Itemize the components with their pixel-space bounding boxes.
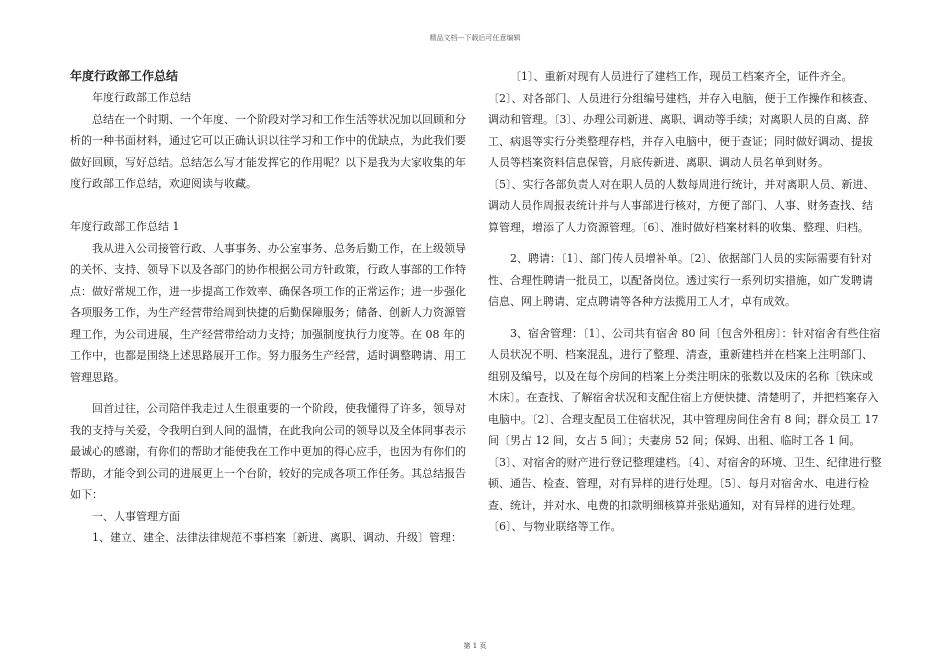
page-footer: 第 1 页 [463, 642, 487, 650]
right-paragraph-recruitment: 2、聘请：〔1〕、部门传人员增补单。〔2〕、依据部门人员的实际需要有针对性、合理性聘请一批员工，以配备岗位。透过实行一系列切实措施，如广发聘请信息、网上聘请、定点聘请等各种方法揽用工人才，卓有成效。 [488, 252, 873, 308]
right-paragraph-dormitory: 3、宿舍管理：〔1〕、公司共有宿舍 80 间〔包含外租房〕：针对宿舍有些住宿人员状况不明、档案混乱，进行了整理、清查，重新建档并在档案上注明部门、组别及编号，以及在每个房间的档案上分类注明床的张数以及床的名称〔铁床或木床〕。在查找、了解宿舍状况和支配住宿上方便快捷、清楚明了，并把档案存入电脑中。〔2〕、合理支配员工住宿状况，其中管理房间住舍有 8 间；群众员工 17 间〔男占 12 间，女占 5 间〕；夫妻房 52 间；保姆、出租、临时工各 1 间。〔3〕、对宿舍的财产进行登记整理建档。〔4〕、对宿舍的环境、卫生、纪律进行整顿、通告、检查、管理，对有异样的进行处理。〔5〕、每月对宿舍水、电进行检查、统计，并对水、电费的扣款明细核算并张贴通知，对有异样的进行处理。〔6〕、与物业联络等工作。 [488, 326, 882, 533]
document-subtitle: 年度行政部工作总结 [92, 91, 191, 104]
right-column [488, 66, 882, 538]
document-title: 年度行政部工作总结 [70, 69, 179, 83]
spacer [488, 238, 882, 248]
section-heading: 年度行政部工作总结 1 [70, 220, 180, 233]
left-column [70, 66, 468, 549]
item-1: 1、建立、建全、法律法律规范不事档案〔新进、离职、调动、升级〕管理： [92, 531, 462, 544]
right-paragraph-3: 〔5〕、实行各部负责人对在职人员的人数每周进行统计，并对离职人员、新进、调动人员作周报表统计并与人事部进行核对，方便了部门、人事、财务查找、结算管理，增添了人力资源管理。〔6〕、准时做好档案材料的收集、整理、归档。 [488, 177, 875, 234]
paragraph-1: 我从进入公司接管行政、人事事务、办公室事务、总务后勤工作，在上级领导的关怀、支持、领导下以及各部门的协作根据公司方针政策，行政人事部的工作特点：做好常规工作，进一步提高工作效率、确保各项工作的正常运作；进一步强化各项服务工作，为生产经营带给周到快捷的后勤保障服务；储备、创新人力资源管理工作，为公司进展，生产经营带给动力支持；加强制度执行力度等。在 08 年的工作中，也都是围绕上述思路展开工作。努力服务生产经营，适时调整聘请、用工管理思路。 [70, 241, 466, 384]
right-paragraph-2: 〔2〕、对各部门、人员进行分组编号建档，并存入电脑，便于工作操作和核查、调动和管理。〔3〕、办理公司新进、离职、调动等手续；对离职人员的自离、辞工、病退等实行分类整理存档，并存入电脑中，便于查证；同时做好调动、提拔人员等档案资料信息保管，月底传新进、离职、调动人员名单到财务。 [488, 91, 875, 169]
spacer [70, 195, 468, 217]
page-header: 精品文档---下载后可任意编辑 [429, 34, 521, 42]
heading-personnel-management: 一、人事管理方面 [92, 509, 180, 523]
paragraph-2: 回首过往，公司陪伴我走过人生很重要的一个阶段，使我懂得了许多，领导对我的支持与关爱，令我明白到人间的温情，在此我向公司的领导以及全体同事表示最诚心的感谢，有你们的帮助才能使我在工作中更加的得心应手，也因为有你们的帮助，才能令到公司的进展更上一个台阶，较好的完成各项工作任务。其总结报告如下： [70, 402, 466, 501]
intro-paragraph: 总结在一个时期、一个年度、一个阶段对学习和工作生活等状况加以回顾和分析的一种书面材料，通过它可以正确认识以往学习和工作中的优缺点，为此我们要做好回顾，写好总结。总结怎么写才能发挥它的作用呢？以下是我为大家收集的年度行政部工作总结，欢迎阅读与收藏。 [70, 112, 466, 190]
right-paragraph-1: 〔1〕、重新对现有人员进行了建档工作，现员工档案齐全，证件齐全。 [510, 70, 853, 83]
spacer [488, 313, 882, 323]
spacer [70, 388, 468, 398]
